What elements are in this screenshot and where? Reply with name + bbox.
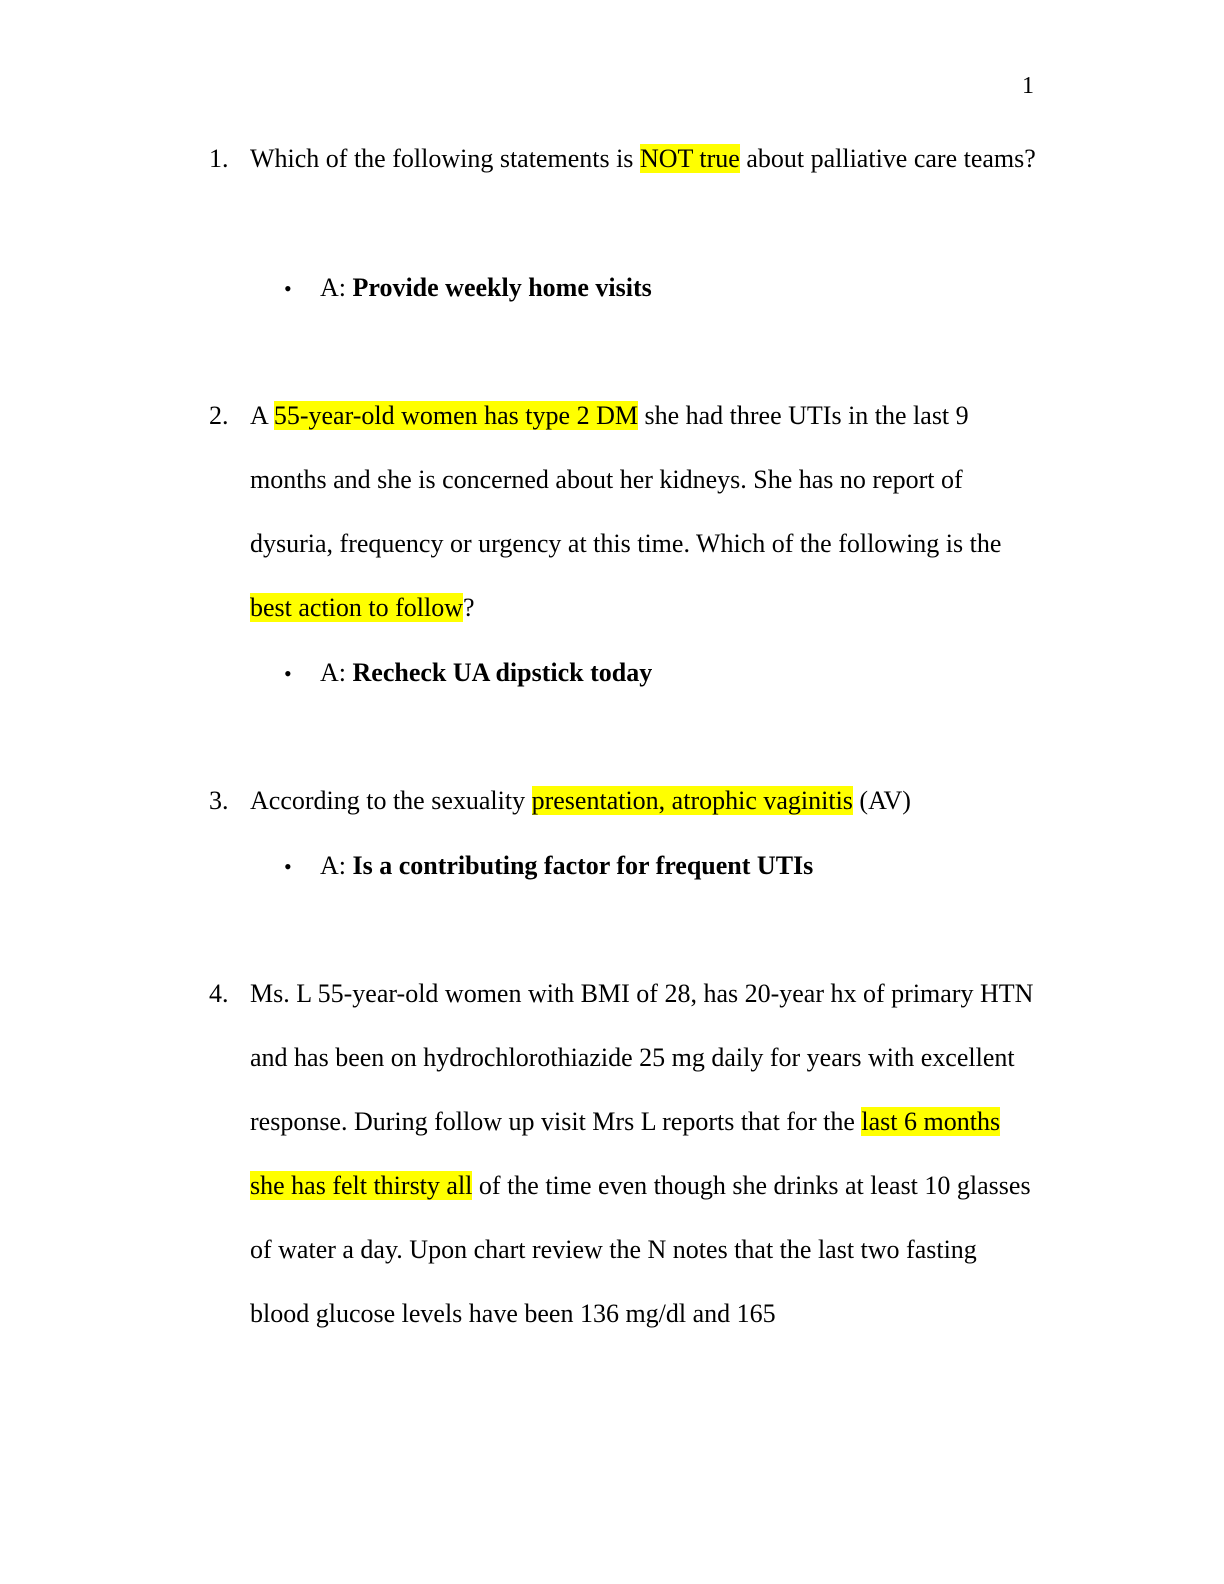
question-number: 3.: [209, 786, 229, 815]
answer-prefix: A:: [320, 851, 353, 880]
answer-text: Provide weekly home visits: [352, 273, 652, 302]
answer-2: [284, 657, 652, 690]
question-number: 1.: [209, 144, 229, 173]
question-text-segment: about palliative care teams?: [739, 144, 1036, 173]
highlighted-text: presentation, atrophic vaginitis: [531, 786, 853, 815]
question-text: [250, 769, 1039, 833]
question-text-segment: A: [250, 401, 274, 430]
question-2: [209, 384, 1039, 640]
question-text-segment: Which of the following statements is: [250, 144, 640, 173]
highlighted-text: best action to follow: [250, 593, 464, 622]
bullet-icon: •: [284, 661, 292, 686]
question-1: [209, 127, 1039, 191]
answer-text: Recheck UA dipstick today: [352, 658, 653, 687]
highlighted-text: NOT true: [639, 144, 740, 173]
question-text-segment: she had three UTIs in the last 9 months and she is concerned about her kidneys. She has no report of dysuria, frequency or urgency at this time. Which of the following is the: [250, 401, 1002, 558]
question-text-segment: Ms. L 55-year-old women with BMI of 28, has 20-year hx of primary HTN and has been on hydrochlorothiazide 25 mg daily for years with excellent response. During follow up visit Mrs L reports that for the: [250, 979, 1034, 1136]
question-text: [250, 384, 1039, 640]
question-text-segment: ?: [463, 593, 475, 622]
question-text: [250, 962, 1039, 1346]
answer-prefix: A:: [320, 658, 353, 687]
question-text: [250, 127, 1039, 191]
answer-prefix: A:: [320, 273, 353, 302]
highlighted-text: 55-year-old women has type 2 DM: [273, 401, 638, 430]
answer-text: Is a contributing factor for frequent UTIs: [352, 851, 814, 880]
highlighted-text: last 6 months she has felt thirsty all: [250, 1107, 1001, 1200]
question-4: [209, 962, 1039, 1346]
page-number: 1: [1022, 73, 1034, 99]
question-text-segment: of the time even though she drinks at least 10 glasses of water a day. Upon chart review the N notes that the last two fasting blood glucose levels have been 136 mg/dl and 165: [250, 1171, 1031, 1328]
question-text-segment: According to the sexuality: [250, 786, 532, 815]
answer-3: [284, 850, 813, 883]
bullet-icon: •: [284, 854, 292, 879]
question-number: 2.: [209, 401, 229, 430]
answer-1: [284, 272, 652, 305]
bullet-icon: •: [284, 276, 292, 301]
question-3: [209, 769, 1039, 833]
question-text-segment: (AV): [852, 786, 911, 815]
question-number: 4.: [209, 979, 229, 1008]
